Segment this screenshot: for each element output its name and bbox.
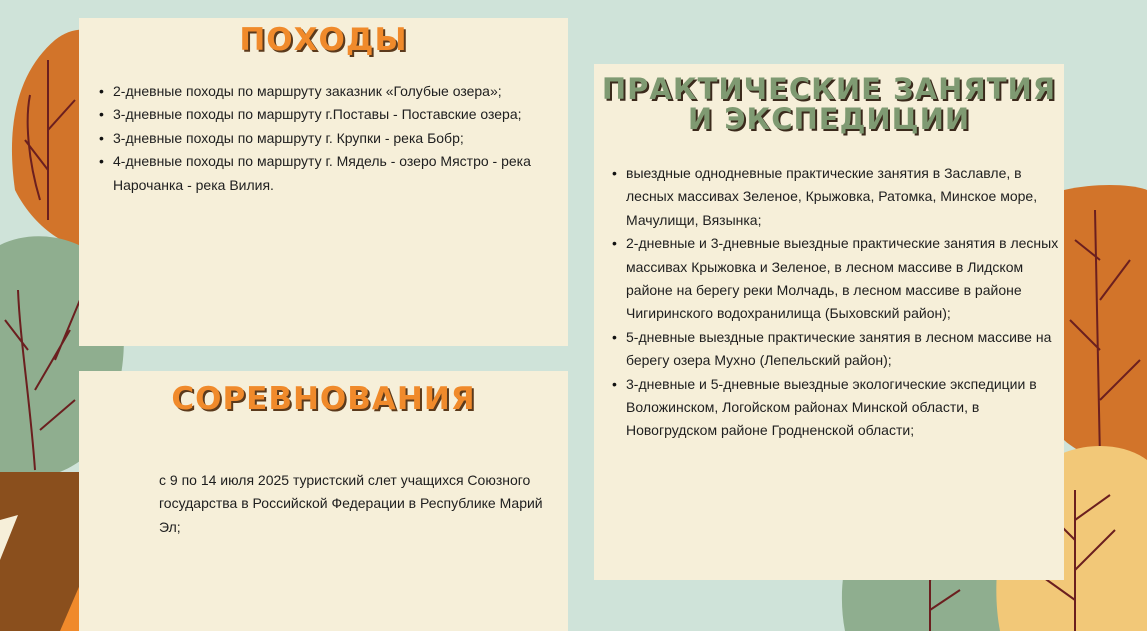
practice-title-line1: ПРАКТИЧЕСКИЕ ЗАНЯТИЯ bbox=[601, 72, 1057, 106]
list-item: • 4-дневные походы по маршруту г. Мядель - озеро Мястро - река Нарочанка - река Вилия. bbox=[113, 150, 568, 197]
hikes-title: ПОХОДЫ bbox=[239, 22, 408, 58]
list-item: • 2-дневные и 3-дневные выездные практические занятия в лесных массивах Крыжовка и Зеленое, в лесном массиве в Лидском районе на берегу реки Молчадь, в лесном массиве в районе Чигиринского водохранилища (Быховский район); bbox=[626, 232, 1071, 326]
practice-title-line2: И ЭКСПЕДИЦИИ bbox=[687, 102, 971, 137]
competitions-title: СОРЕВНОВАНИЯ bbox=[171, 381, 476, 417]
hikes-panel bbox=[79, 18, 568, 346]
competitions-panel bbox=[79, 371, 568, 631]
practice-list bbox=[594, 162, 1071, 443]
competitions-text: с 9 по 14 июля 2025 туристский слет учащихся Союзного государства в Российской Федерации в Республике Марий Эл; bbox=[159, 472, 543, 535]
list-item: • выездные однодневные практические занятия в Заславле, в лесных массивах Зеленое, Крыжовка, Ратомка, Минское море, Мачулищи, Вязынка; bbox=[626, 162, 1071, 232]
list-item: • 3-дневные походы по маршруту г. Крупки - река Бобр; bbox=[113, 127, 568, 150]
practice-panel bbox=[594, 64, 1064, 580]
list-item: • 3-дневные и 5-дневные выездные экологические экспедиции в Воложинском, Логойском районах Минской области, в Новогрудском районе Гродненской области; bbox=[626, 373, 1071, 443]
hikes-list bbox=[81, 80, 568, 197]
list-item: • 2-дневные походы по маршруту заказник «Голубые озера»; bbox=[113, 80, 568, 103]
list-item: • 5-дневные выездные практические занятия в лесном массиве на берегу озера Мухно (Лепельский район); bbox=[626, 326, 1071, 373]
orange-tree-right bbox=[1064, 185, 1147, 480]
practice-title bbox=[594, 74, 1064, 135]
list-item: • 3-дневные походы по маршруту г.Поставы - Поставские озера; bbox=[113, 103, 568, 126]
